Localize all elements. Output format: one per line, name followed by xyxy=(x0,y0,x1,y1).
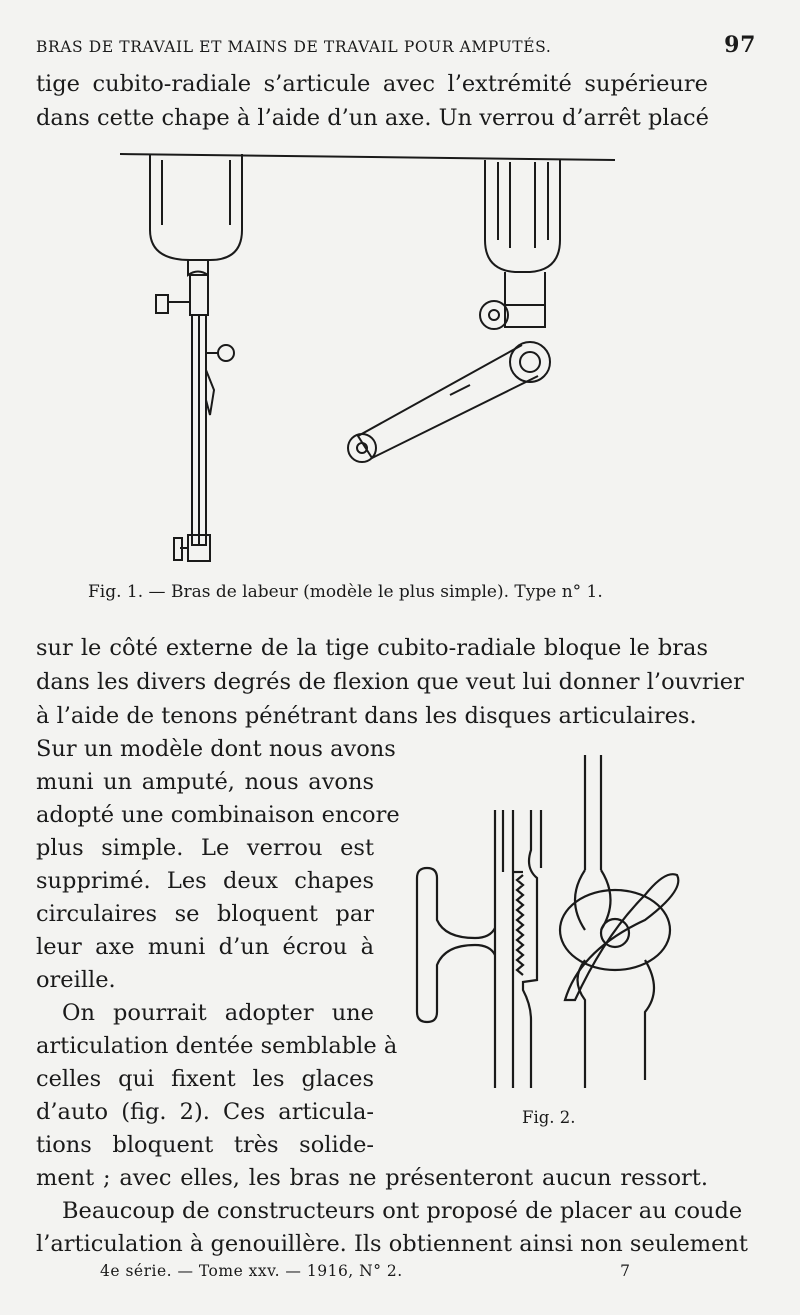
text-line: plus simple. Le verrou est xyxy=(36,835,374,861)
page-number: 97 xyxy=(724,32,756,58)
text-line: ment ; avec elles, les bras ne présenteront aucun ressort. xyxy=(36,1165,708,1191)
text-line: circulaires se bloquent par xyxy=(36,901,374,927)
text-line: l’articulation à genouillère. Ils obtiennent ainsi non seulement xyxy=(36,1231,748,1257)
text-line: oreille. xyxy=(36,967,116,993)
sheet-number: 7 xyxy=(620,1262,630,1280)
text-line: d’auto (fig. 2). Ces articula- xyxy=(36,1099,374,1125)
text-line: Sur un modèle dont nous avons xyxy=(36,736,396,762)
text-line: supprimé. Les deux chapes xyxy=(36,868,374,894)
text-line: adopté une combinaison encore xyxy=(36,802,400,828)
series-info: 4e série. — Tome xxv. — 1916, N° 2. xyxy=(100,1262,403,1280)
figure-2-caption: Fig. 2. xyxy=(522,1108,576,1127)
text-line: dans les divers degrés de flexion que veut lui donner l’ouvrier xyxy=(36,669,744,695)
text-line: Beaucoup de constructeurs ont proposé de placer au coude xyxy=(62,1198,743,1224)
text-line: tions bloquent très solide- xyxy=(36,1132,374,1158)
text-line: sur le côté externe de la tige cubito-radiale bloque le bras xyxy=(36,635,708,661)
text-line: dans cette chape à l’aide d’un axe. Un verrou d’arrêt placé xyxy=(36,105,709,131)
figure-1-drawing xyxy=(110,140,650,580)
text-line: muni un amputé, nous avons xyxy=(36,769,374,795)
text-line: celles qui fixent les glaces xyxy=(36,1066,374,1092)
figure-2-drawing xyxy=(405,750,705,1100)
text-line: articulation dentée semblable à xyxy=(36,1033,398,1059)
text-line: à l’aide de tenons pénétrant dans les disques articulaires. xyxy=(36,703,697,729)
text-line: On pourrait adopter une xyxy=(62,1000,374,1026)
text-line: leur axe muni d’un écrou à xyxy=(36,934,374,960)
running-title: BRAS DE TRAVAIL ET MAINS DE TRAVAIL POUR AMPUTÉS. xyxy=(36,38,552,56)
text-line: tige cubito-radiale s’articule avec l’extrémité supérieure xyxy=(36,71,708,97)
figure-1-caption: Fig. 1. — Bras de labeur (modèle le plus simple). Type n° 1. xyxy=(88,582,603,602)
